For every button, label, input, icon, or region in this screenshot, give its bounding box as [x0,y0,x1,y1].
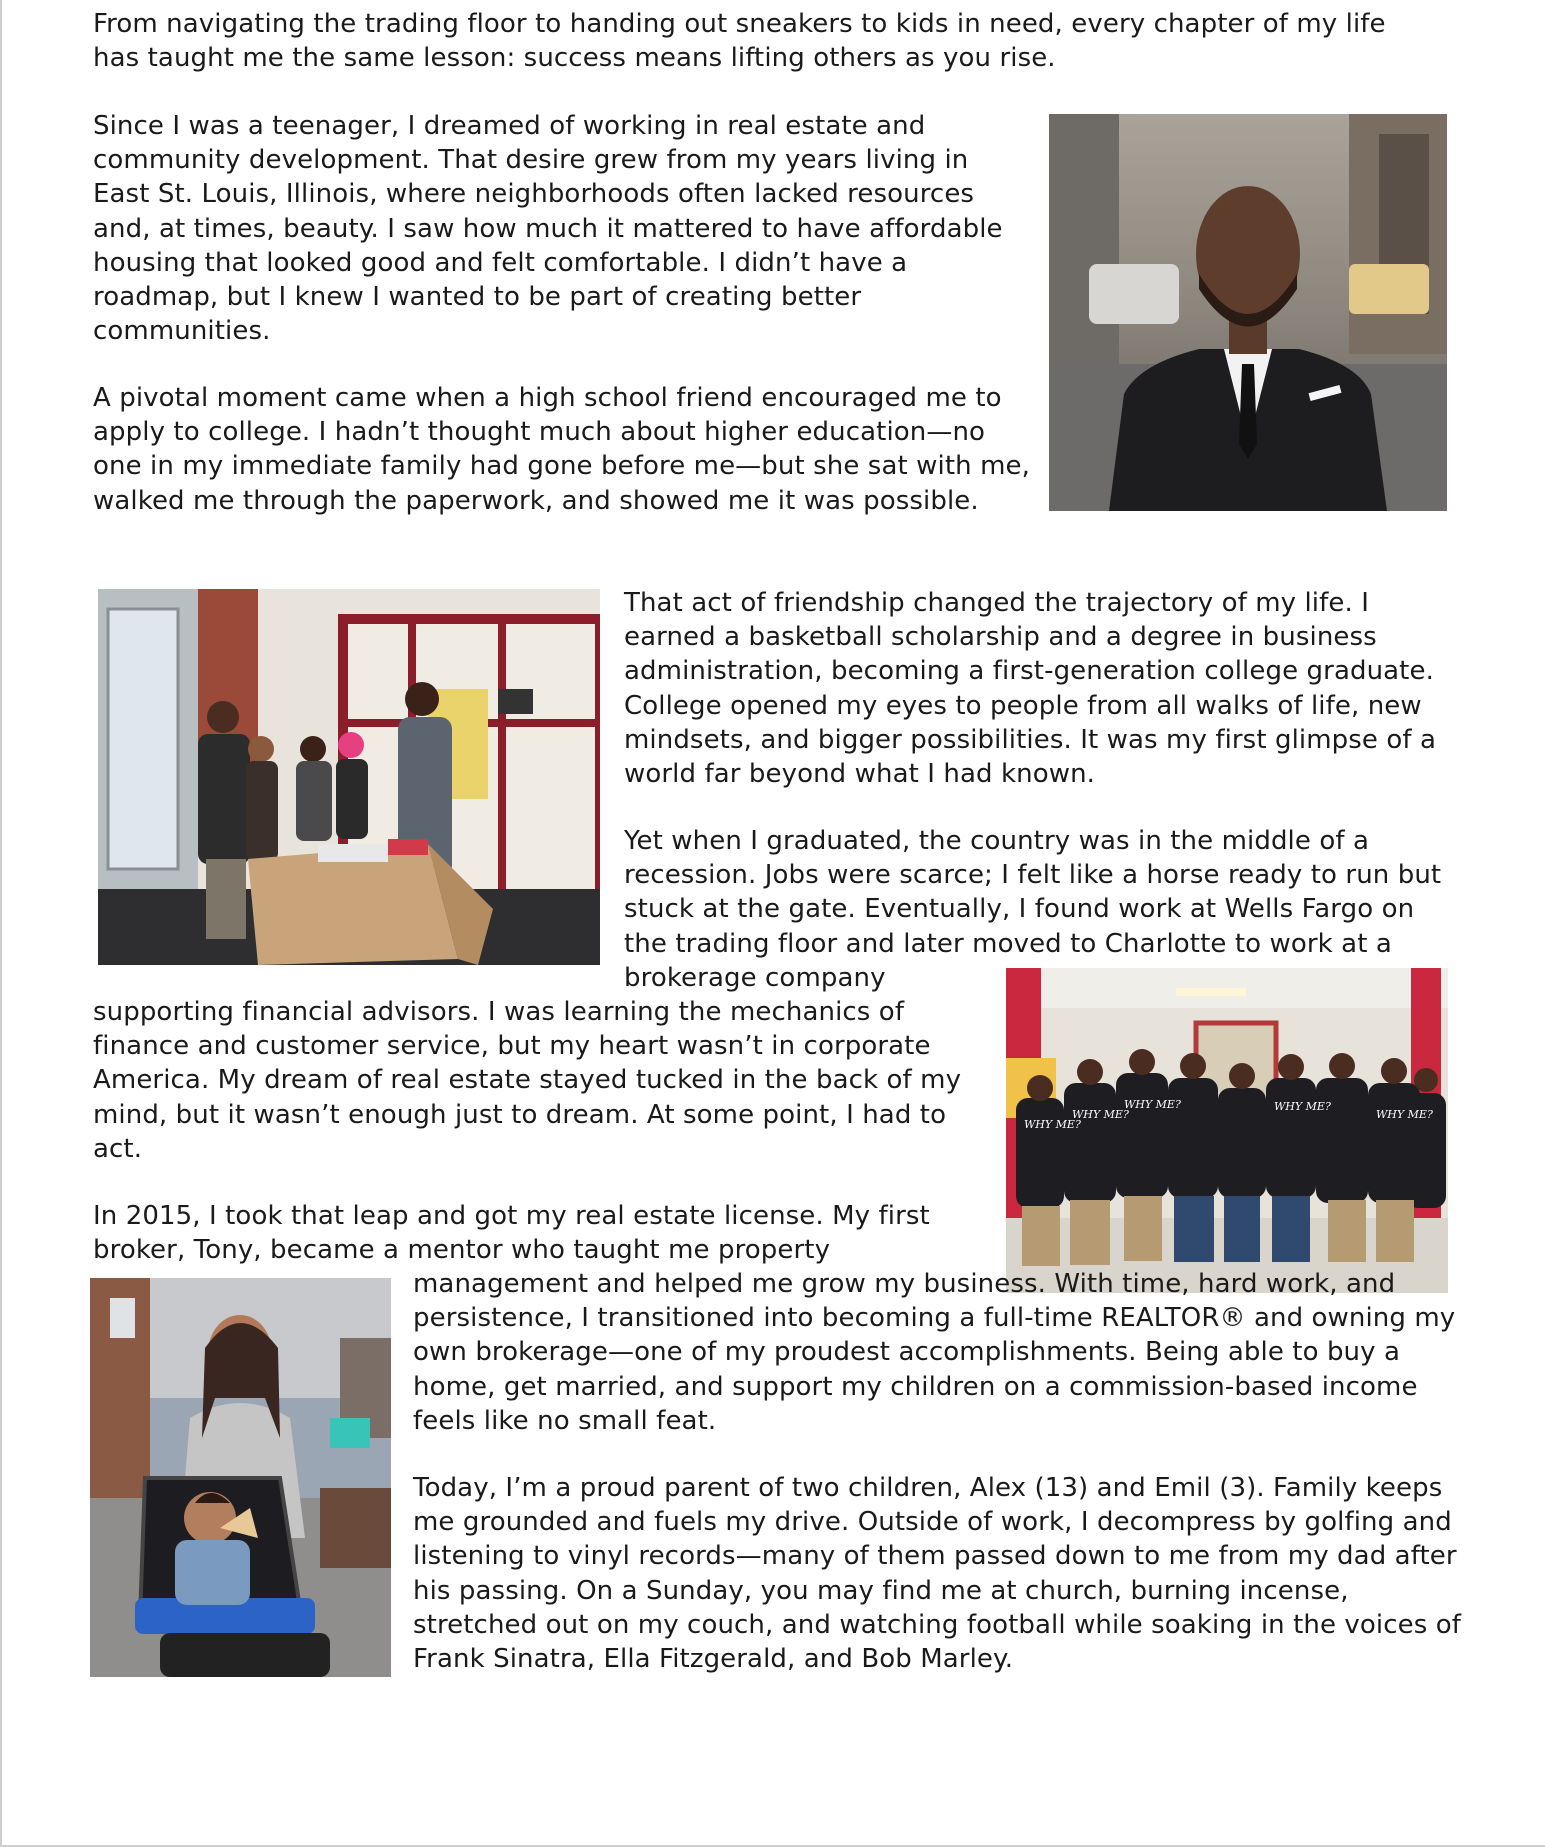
youth-group-photo-icon [1006,968,1448,1293]
hoodie-print-4: WHY ME? [1274,1100,1331,1113]
hoodie-print-2: WHY ME? [1072,1108,1129,1121]
children-photo [90,1278,391,1677]
paragraph-dream: Since I was a teenager, I dreamed of working in real estate and community development. That desire grew from my years living in East St. Louis, Illinois, where neighborhoods often lacked resources and, at times, beauty. I saw how much it mattered to have affordable housing that looked good and felt comfortable. I didn’t have a roadmap, but I knew I wanted to be part of creating better communities. [93,111,1003,347]
paragraph-scholarship: That act of friendship changed the trajectory of my life. I earned a basketball scholarship and a degree in business administration, becoming a first-generation college graduate. College opened my eyes to people from all walks of life, new mindsets, and bigger possibilities. It was my first glimpse of a world far beyond what I had known. [624,588,1437,790]
paragraph-college: A pivotal moment came when a high school friend encouraged me to apply to college. I hadn’t thought much about higher education—no one in my immediate family had gone before me—but she sat with me, walked me through the paperwork, and showed me it was possible. [93,383,1030,516]
hoodie-print-3: WHY ME? [1124,1098,1181,1111]
youth-group-photo [1006,968,1448,1293]
paragraph-recession: Yet when I graduated, the country was in the middle of a recession. Jobs were scarce; I felt like a horse ready to run but stuck at the gate. Eventually, I found work at Wells Fargo on the trading floor and later moved to Charlotte to work at a brokerage company [624,826,1442,993]
sneaker-giveaway-photo-icon [98,589,600,965]
hoodie-print-1: WHY ME? [1024,1118,1081,1131]
paragraph-corporate: supporting financial advisors. I was learning the mechanics of finance and customer service, but my heart wasn’t in corporate America. My dream of real estate stayed tucked in the back of my mind, but it wasn’t enough just to dream. At some point, I had to act. [93,997,962,1164]
sneaker-giveaway-photo [98,589,600,965]
hoodie-print-5: WHY ME? [1376,1108,1433,1121]
intro-paragraph: From navigating the trading floor to handing out sneakers to kids in need, every chapter of my life has taught me the same lesson: success means lifting others as you rise. [93,9,1386,74]
paragraph-realtor: management and helped me grow my business. With time, hard work, and persistence, I transitioned into becoming a full-time REALTOR® and owning my own brokerage—one of my proudest accomplishments. Being able to buy a home, get married, and support my children on a commission-based income feels like no small feat. [413,1269,1456,1436]
children-photo-icon [90,1278,391,1677]
portrait-photo [1049,114,1447,511]
paragraph-license: In 2015, I took that leap and got my real estate license. My first broker, Tony, became a mentor who taught me property [93,1201,930,1266]
paragraph-family: Today, I’m a proud parent of two children, Alex (13) and Emil (3). Family keeps me grounded and fuels my drive. Outside of work, I decompress by golfing and listening to vinyl records—many of them passed down to me from my dad after his passing. On a Sunday, you may find me at church, burning incense, stretched out on my couch, and watching football while soaking in the voices of Frank Sinatra, Ella Fitzgerald, and Bob Marley. [413,1473,1462,1675]
portrait-photo-icon [1049,114,1447,511]
